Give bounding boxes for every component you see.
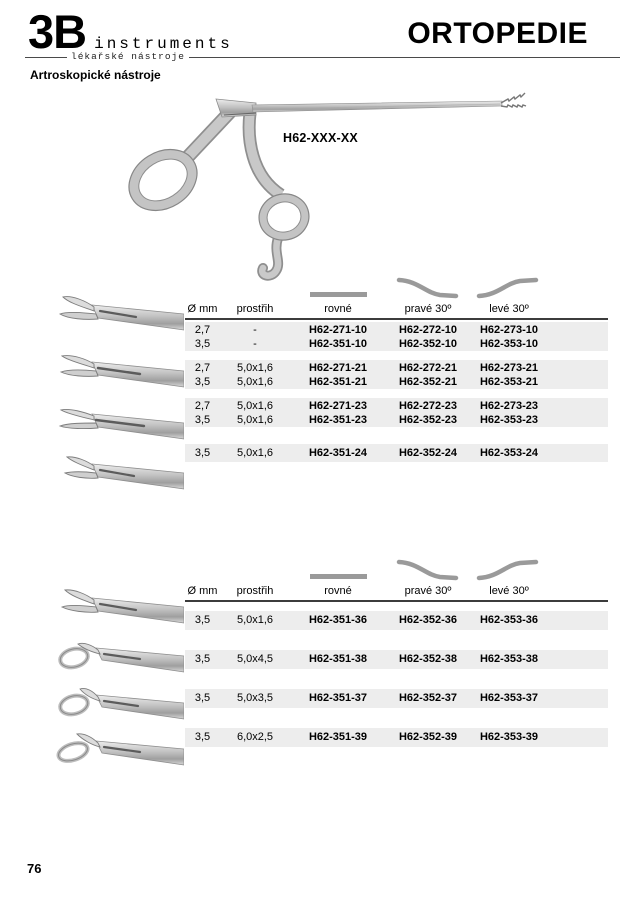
right-30-jaw-icon (396, 276, 459, 299)
column-header-diameter: Ø mm (187, 303, 218, 315)
product-row (185, 323, 608, 337)
catalog-code: H62-352-10 (398, 338, 458, 350)
brand-tagline: lékařské nástroje (71, 50, 185, 62)
spec-value: 3,5 (194, 414, 211, 426)
column-header-cut: prostřih (236, 303, 274, 315)
catalog-code: H62-352-36 (398, 614, 458, 626)
jaw-tip-photo (56, 347, 184, 391)
table2-group-1 (185, 611, 608, 630)
catalog-code: H62-353-24 (479, 447, 539, 459)
catalog-code: H62-353-23 (479, 414, 539, 426)
spec-value: 3,5 (194, 338, 211, 350)
table1-group-4 (185, 444, 608, 462)
jaw-tip-photo (56, 290, 184, 334)
product-row (185, 690, 608, 707)
spec-value: 3,5 (194, 731, 211, 743)
page-title: ORTOPEDIE (407, 17, 588, 50)
catalog-code: H62-351-23 (308, 414, 368, 426)
catalog-code: H62-271-10 (308, 324, 368, 336)
catalog-code: H62-352-37 (398, 692, 458, 704)
spec-value: 5,0x1,6 (236, 614, 274, 626)
table2-group-3 (185, 689, 608, 708)
catalog-code: H62-352-23 (398, 414, 458, 426)
product-row (185, 612, 608, 629)
table1-group-3 (185, 398, 608, 427)
spec-value: 2,7 (194, 362, 211, 374)
jaw-direction-icons (185, 558, 608, 582)
brand-logo-main: 3B (28, 5, 87, 58)
column-header-straight: rovné (324, 585, 352, 597)
spec-value: - (253, 338, 257, 350)
catalog-code: H62-351-24 (308, 447, 368, 459)
catalog-code: H62-352-38 (398, 653, 458, 665)
straight-jaw-icon (310, 292, 367, 297)
spec-value: - (253, 324, 257, 336)
catalog-code: H62-272-10 (398, 324, 458, 336)
table1-header (185, 303, 608, 320)
catalog-code: H62-351-10 (308, 338, 368, 350)
catalog-code: H62-352-24 (398, 447, 458, 459)
rule-segment (25, 57, 67, 58)
product-row (185, 729, 608, 746)
catalog-code: H62-353-21 (479, 376, 539, 388)
spec-value: 5,0x1,6 (236, 376, 274, 388)
catalog-code: H62-272-21 (398, 362, 458, 374)
jaw-tip-photo (56, 449, 184, 493)
catalog-code: H62-351-37 (308, 692, 368, 704)
column-header-diameter: Ø mm (187, 585, 218, 597)
column-header-left30: levé 30º (489, 303, 529, 315)
catalog-code: H62-351-38 (308, 653, 368, 665)
product-row (185, 361, 608, 375)
page-number: 76 (27, 861, 42, 876)
jaw-tip-photo (56, 725, 184, 769)
spec-value: 5,0x1,6 (236, 414, 274, 426)
spec-value: 2,7 (194, 400, 211, 412)
arthroscopic-forceps-image (88, 88, 598, 288)
jaw-tip-photo (56, 681, 184, 725)
section-title: Artroskopické nástroje (30, 68, 161, 82)
left-30-jaw-icon (476, 558, 539, 581)
spec-value: 3,5 (194, 653, 211, 665)
catalog-code: H62-353-37 (479, 692, 539, 704)
spec-value: 5,0x1,6 (236, 447, 274, 459)
table1-group-2 (185, 360, 608, 389)
jaw-tip-photo (56, 399, 184, 443)
model-number-label: H62-XXX-XX (283, 131, 358, 145)
spec-value: 3,5 (194, 376, 211, 388)
catalog-code: H62-351-36 (308, 614, 368, 626)
jaw-direction-icons (185, 276, 608, 300)
spec-value: 2,7 (194, 324, 211, 336)
spec-value: 5,0x1,6 (236, 362, 274, 374)
catalog-code: H62-353-36 (479, 614, 539, 626)
catalog-code: H62-353-39 (479, 731, 539, 743)
table2-group-2 (185, 650, 608, 669)
spec-value: 3,5 (194, 614, 211, 626)
catalog-code: H62-353-10 (479, 338, 539, 350)
straight-jaw-icon (310, 574, 367, 579)
jaw-tip-photo (56, 585, 184, 629)
spec-value: 5,0x1,6 (236, 400, 274, 412)
table2-group-4 (185, 728, 608, 747)
catalog-code: H62-273-23 (479, 400, 539, 412)
table1-group-1 (185, 322, 608, 351)
product-row (185, 375, 608, 389)
product-row (185, 399, 608, 413)
jaw-tip-photo (56, 634, 184, 678)
product-row (185, 337, 608, 351)
rule-segment (189, 57, 620, 58)
spec-value: 6,0x2,5 (236, 731, 274, 743)
spec-value: 5,0x4,5 (236, 653, 274, 665)
product-row (185, 445, 608, 462)
column-header-left30: levé 30º (489, 585, 529, 597)
catalog-code: H62-351-39 (308, 731, 368, 743)
brand-logo-sub: instruments (94, 35, 233, 53)
spec-value: 5,0x3,5 (236, 692, 274, 704)
catalog-code: H62-352-21 (398, 376, 458, 388)
catalog-code: H62-271-23 (308, 400, 368, 412)
catalog-code: H62-273-10 (479, 324, 539, 336)
catalog-code: H62-352-39 (398, 731, 458, 743)
left-30-jaw-icon (476, 276, 539, 299)
catalog-code: H62-271-21 (308, 362, 368, 374)
product-row (185, 413, 608, 427)
header-rule (25, 48, 620, 60)
catalog-code: H62-272-23 (398, 400, 458, 412)
catalog-code: H62-273-21 (479, 362, 539, 374)
table2-header (185, 585, 608, 602)
column-header-right30: pravé 30º (404, 585, 452, 597)
catalog-code: H62-351-21 (308, 376, 368, 388)
column-header-right30: pravé 30º (404, 303, 452, 315)
spec-value: 3,5 (194, 447, 211, 459)
product-row (185, 651, 608, 668)
column-header-cut: prostřih (236, 585, 274, 597)
spec-value: 3,5 (194, 692, 211, 704)
catalog-code: H62-353-38 (479, 653, 539, 665)
column-header-straight: rovné (324, 303, 352, 315)
right-30-jaw-icon (396, 558, 459, 581)
